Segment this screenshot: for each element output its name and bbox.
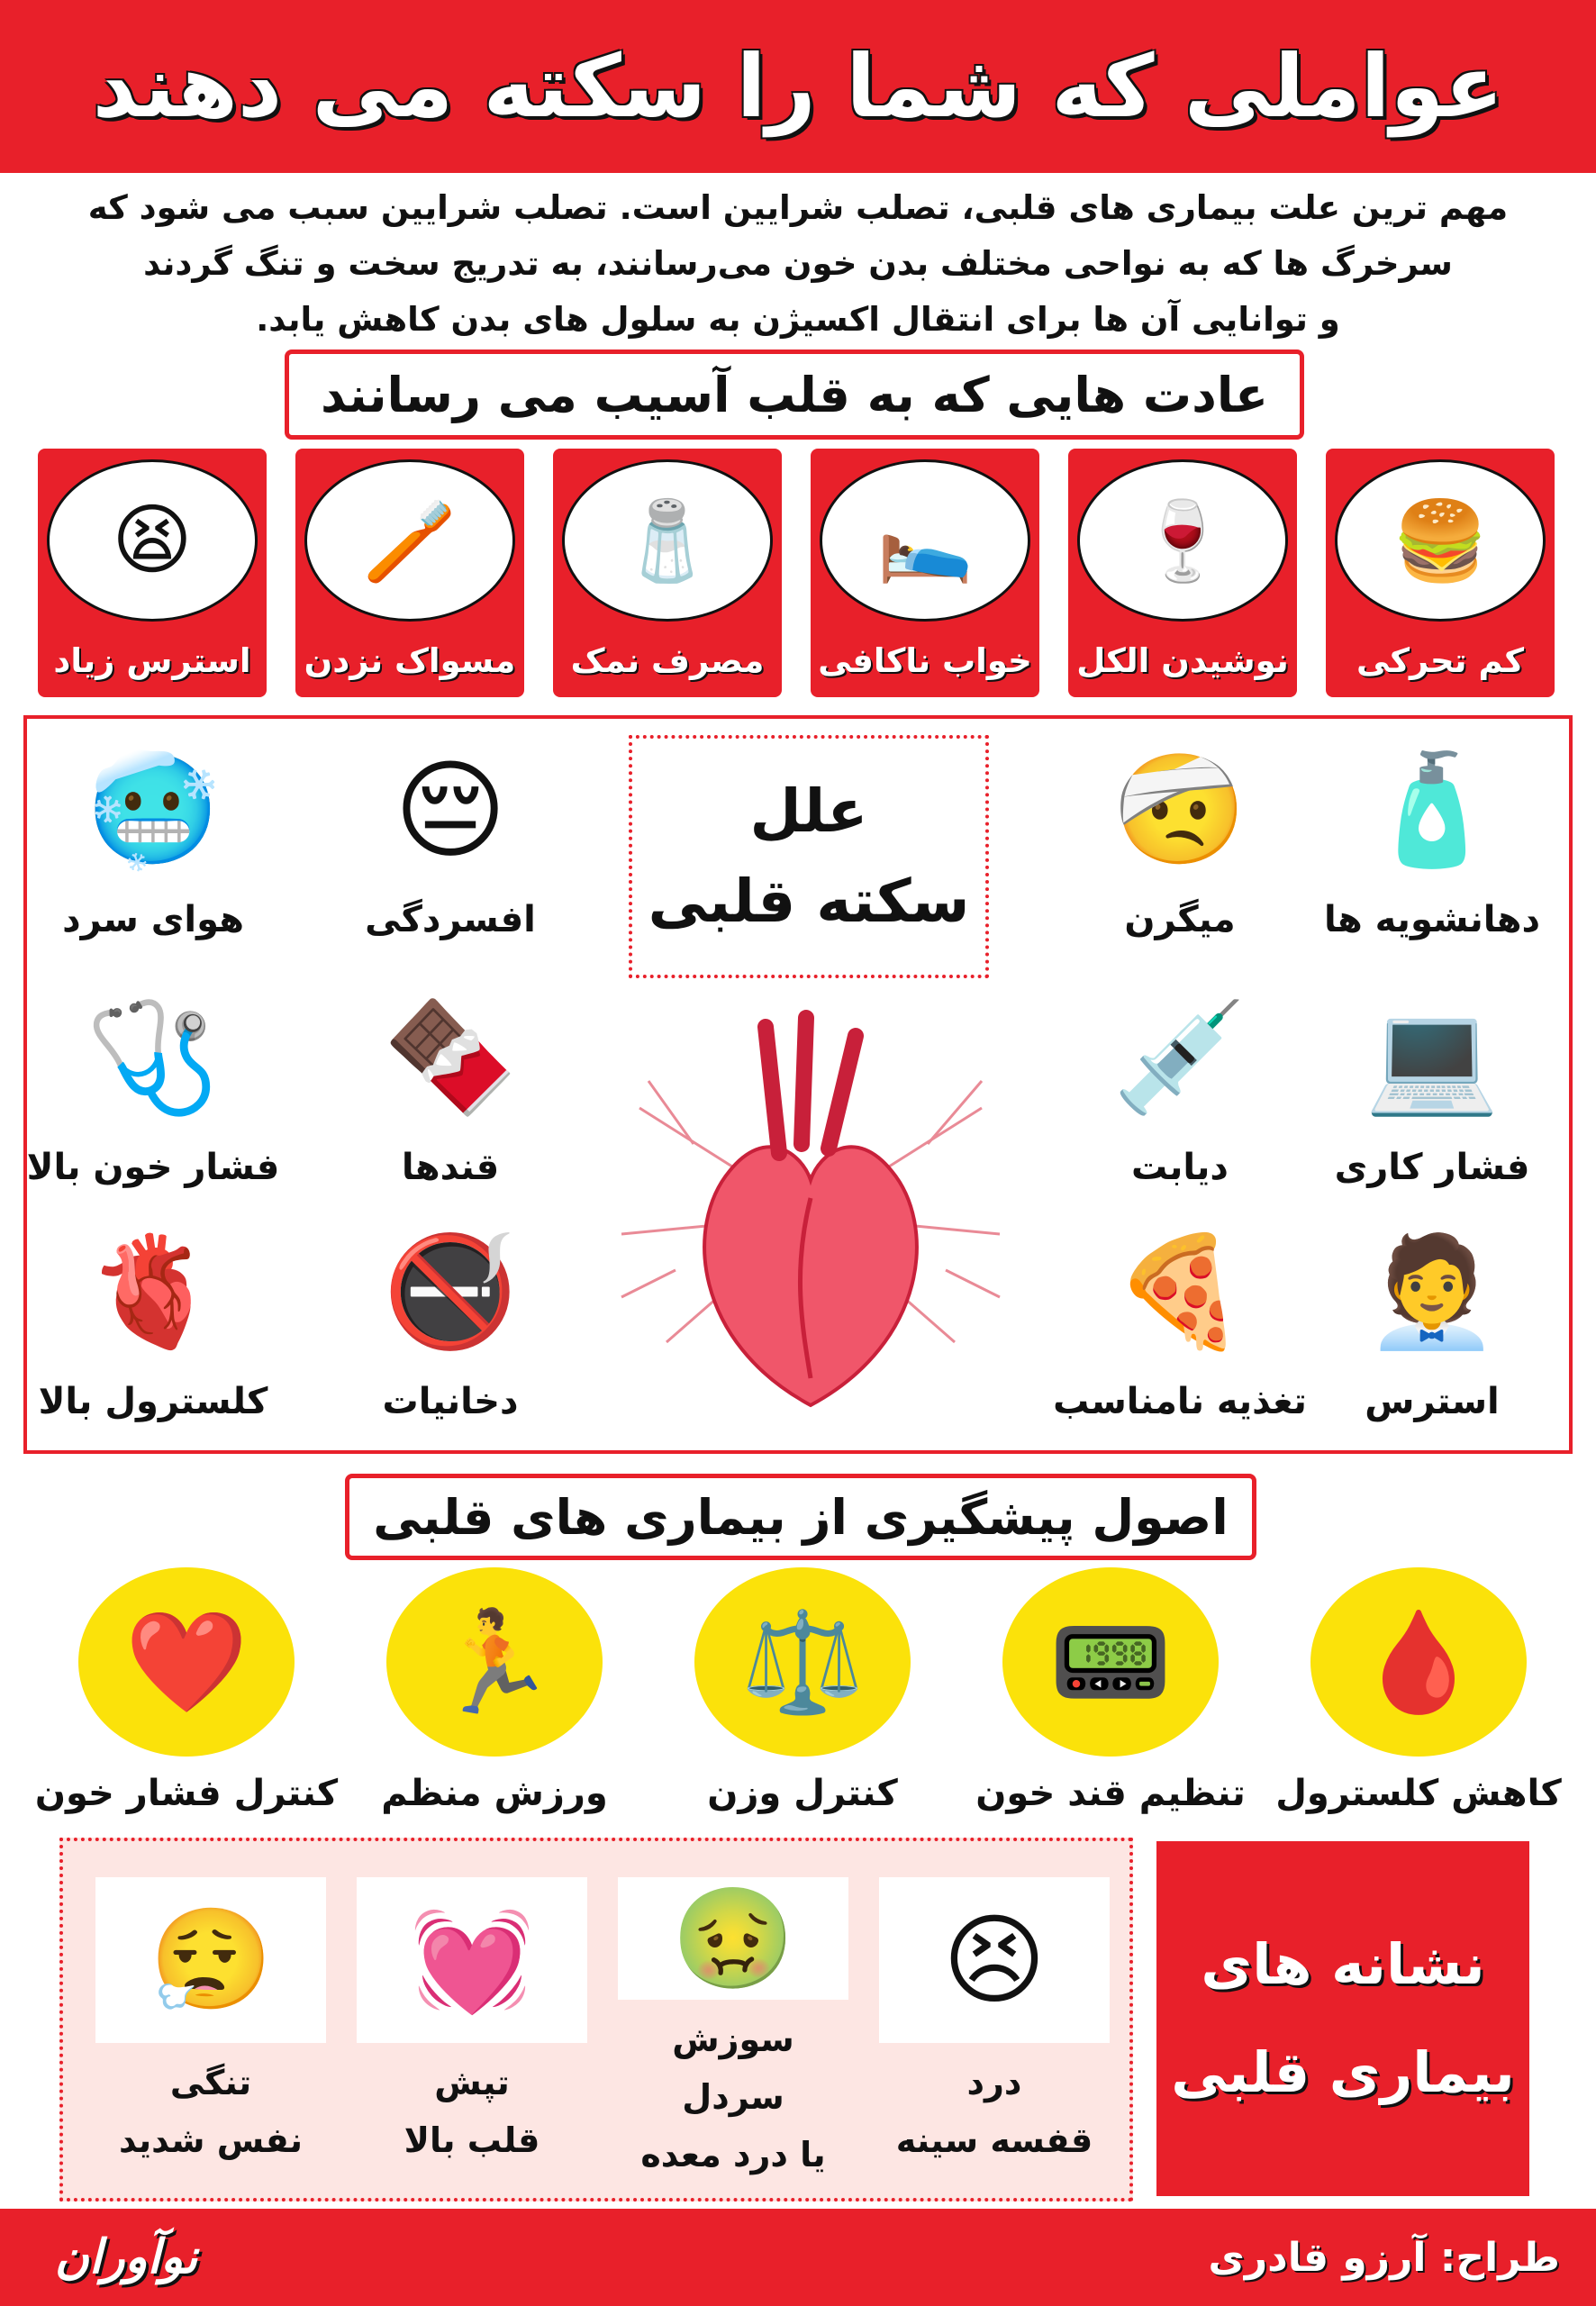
heartbeat-icon: 💓 (357, 1877, 587, 2043)
prevention-label: ورزش منظم (381, 1773, 608, 1814)
migraine-woman-icon: 🤕 (1112, 748, 1247, 873)
mouthwash-icon: 🧴 (1365, 748, 1500, 873)
stomach-pain-icon: 🤢 (618, 1877, 848, 2000)
cause-label: استرس (1365, 1381, 1500, 1422)
intro-line: مهم ترین علت بیماری های قلبی، تصلب شرایین است. تصلب شرایین سبب می شود که (87, 188, 1509, 227)
habit-label: مسواک نزدن (304, 640, 516, 680)
prevention-row (36, 1567, 1567, 1829)
prevention-label: تنظیم قند خون (975, 1773, 1246, 1814)
cause-item (1315, 1212, 1549, 1428)
habit-label: نوشیدن الکل (1076, 640, 1289, 680)
prevention-label: کاهش کلسترول (1275, 1773, 1562, 1814)
prevention-label: کنترل فشار خون (34, 1773, 339, 1814)
habits-row (38, 449, 1555, 699)
causes-title-line: علل (749, 776, 868, 846)
sleeping-child-icon: 🛌 (820, 459, 1030, 622)
symptoms-title (1156, 1841, 1529, 2196)
habits-title: عادت هایی که به قلب آسیب می رسانند (285, 350, 1304, 440)
cause-label: قندها (401, 1147, 500, 1188)
brand-logo: نوآوران (54, 2230, 198, 2284)
chest-pain-icon: 😣 (879, 1877, 1110, 2043)
cause-label: فشار کاری (1334, 1147, 1530, 1188)
cause-item (1315, 977, 1549, 1194)
cause-item (1053, 1212, 1307, 1428)
fast-food-person-icon: 🍔 (1335, 459, 1546, 622)
prevention-title: اصول پیشگیری از بیماری های قلبی (345, 1474, 1256, 1560)
habit-label: استرس زیاد (53, 640, 251, 680)
overworked-man-icon: 💻 (1365, 995, 1500, 1121)
cause-label: فشار خون بالا (26, 1147, 280, 1188)
cause-item (333, 1212, 567, 1428)
designer-credit: طراح: آرزو قادری (1208, 2234, 1560, 2281)
prevention-item (962, 1567, 1259, 1829)
causes-title-line: سکته قلبی (648, 867, 970, 936)
title-bar (0, 0, 1596, 173)
symptom-label: تنگی نفس شدید (118, 2063, 304, 2160)
symptom-label: درد قفسه سینه (895, 2063, 1093, 2160)
chocolates-icon: 🍫 (383, 995, 518, 1121)
habit-label: مصرف نمک (570, 640, 765, 680)
habit-card (1326, 449, 1555, 697)
cause-label: میگرن (1124, 899, 1236, 940)
intro-line: و توانایی آن ها برای انتقال اکسیژن به سلول های بدن کاهش یابد. (256, 300, 1340, 339)
cause-label: تغذیه نامناسب (1053, 1381, 1307, 1422)
symptoms-title-line: نشانه های (1201, 1931, 1485, 1997)
prevention-item (34, 1567, 339, 1829)
heart-anatomy-icon (585, 1000, 1036, 1432)
toothbrush-icon: 🪥 (304, 459, 515, 622)
symptom-item (616, 1877, 850, 2183)
symptoms-title-line: بیماری قلبی (1171, 2039, 1515, 2105)
prevention-label: کنترل وزن (707, 1773, 898, 1814)
symptoms-box (59, 1838, 1133, 2202)
stressed-man-icon: 😫 (47, 459, 258, 622)
cause-item (1315, 730, 1549, 946)
habit-card (38, 449, 267, 697)
causes-title (629, 735, 989, 978)
cause-label: دخانیات (382, 1381, 519, 1422)
depressed-person-icon: 😔 (394, 748, 507, 874)
diabetes-icon: 💉 (1112, 995, 1247, 1121)
artery-icon: 🩸 (1310, 1567, 1527, 1757)
cause-label: دیابت (1131, 1147, 1229, 1188)
cause-item (333, 977, 567, 1194)
exercise-icon: 🏃 (386, 1567, 603, 1757)
habit-card (1068, 449, 1297, 697)
habit-label: کم تحرکی (1356, 640, 1524, 680)
page-title: عواملی که شما را سکته می دهند (92, 36, 1504, 137)
cause-item (36, 1212, 270, 1428)
junk-food-icon: 🍕 (1112, 1230, 1247, 1355)
symptom-item (877, 1877, 1111, 2183)
cause-label: هوای سرد (62, 899, 244, 940)
symptom-item (355, 1877, 589, 2183)
cause-item (1063, 730, 1297, 946)
short-breath-icon: 😮‍💨 (95, 1877, 326, 2043)
intro-text (54, 180, 1542, 348)
habit-card (295, 449, 524, 697)
symptom-label: سوزش سردل یا درد معده (640, 2020, 826, 2174)
cause-item (26, 977, 280, 1194)
habit-card (553, 449, 782, 697)
prevention-item (1270, 1567, 1567, 1829)
habit-card (811, 449, 1039, 697)
drinks-icon: 🍷 (1077, 459, 1288, 622)
bp-scale-icon: ❤️ (78, 1567, 295, 1757)
prevention-item (654, 1567, 951, 1829)
intro-line: سرخرگ ها که به نواحی مختلف بدن خون می‌رسانند، به تدریج سخت و تنگ گردند (143, 244, 1453, 283)
scale-icon: ⚖️ (694, 1567, 911, 1757)
glucometer-icon: 📟 (1002, 1567, 1219, 1757)
symptom-label: تپش قلب بالا (404, 2063, 540, 2160)
cause-item (1063, 977, 1297, 1194)
no-smoking-icon: 🚭 (383, 1230, 518, 1355)
blood-pressure-cuff-icon: 🩺 (86, 995, 221, 1121)
cause-label: افسردگی (365, 899, 536, 940)
cold-person-icon: 🥶 (86, 748, 221, 873)
cause-label: دهانشویه ها (1323, 899, 1541, 940)
habit-label: خواب ناکافی (818, 640, 1032, 680)
prevention-item (346, 1567, 643, 1829)
cause-item (36, 730, 270, 946)
salt-bowl-icon: 🧂 (562, 459, 773, 622)
cause-item (333, 730, 567, 946)
cause-label: کلسترول بالا (38, 1381, 268, 1422)
office-stress-icon: 🧑‍💼 (1365, 1230, 1500, 1355)
clogged-artery-icon: 🫀 (86, 1230, 221, 1355)
symptom-item (94, 1877, 328, 2183)
